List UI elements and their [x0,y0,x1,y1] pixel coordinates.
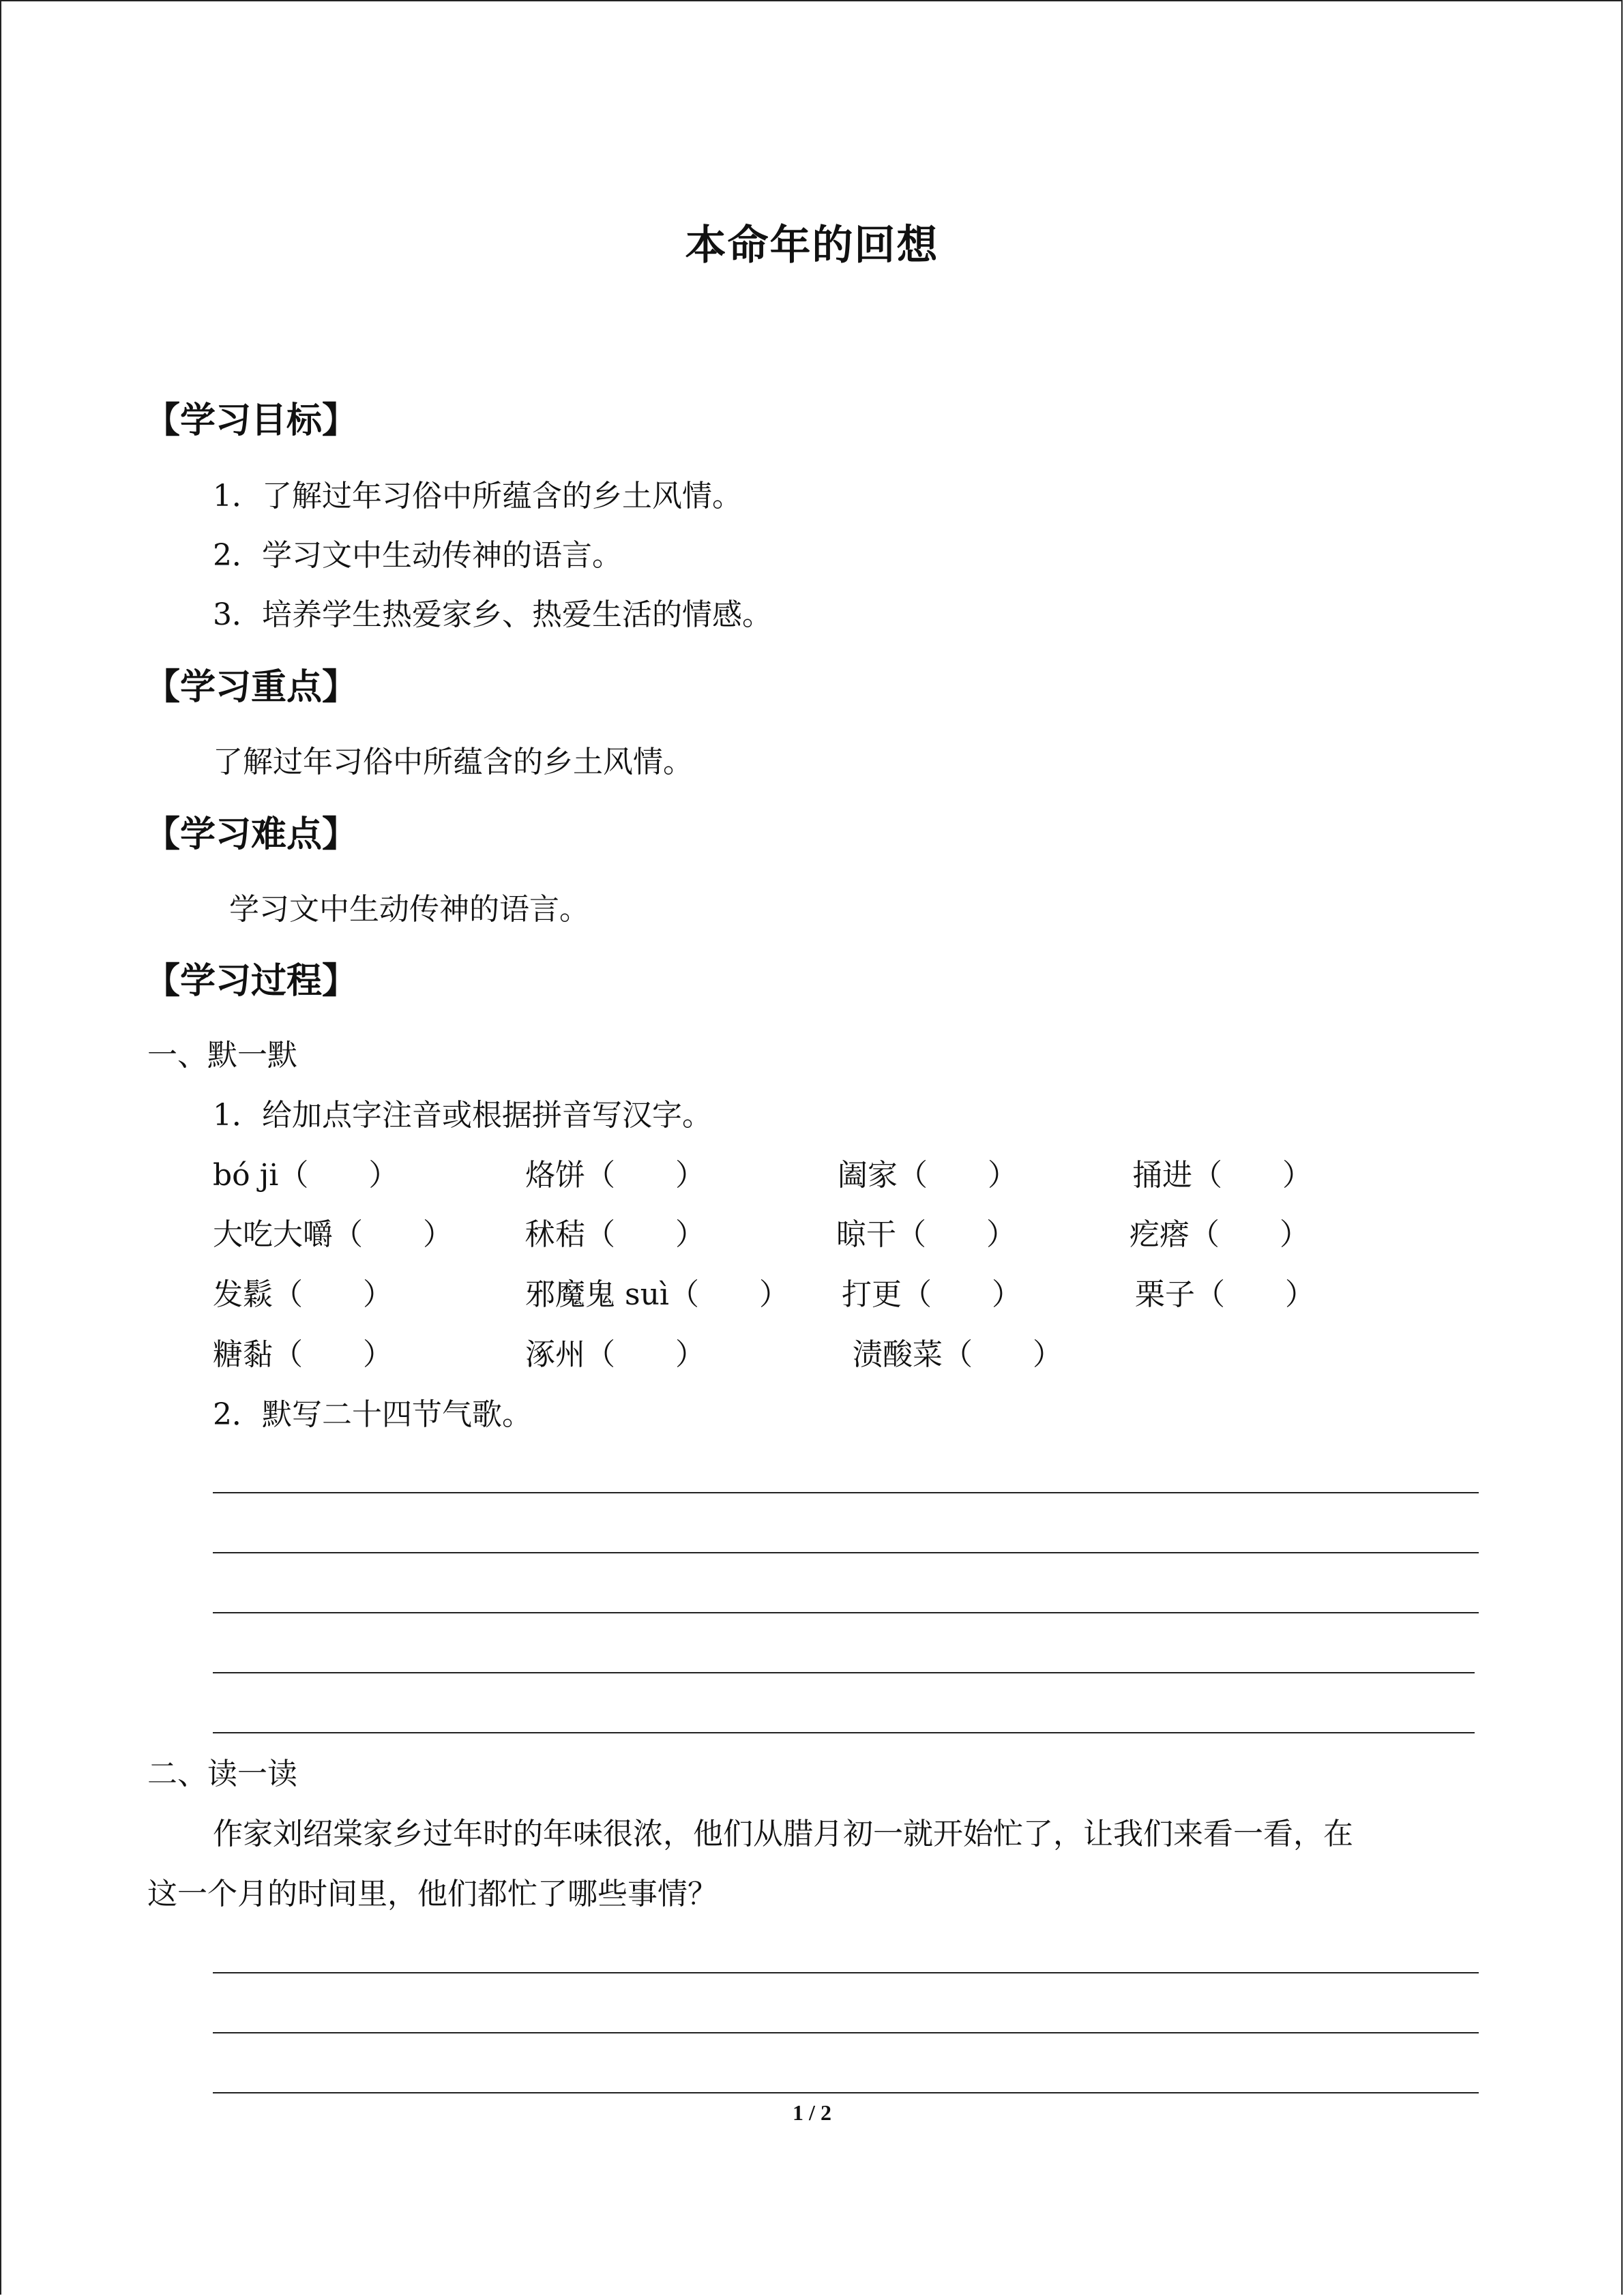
document-title: 本命年的回想 [685,222,939,269]
word-item: 阖家（ ） [838,1158,1018,1193]
word-item: 涿州（ ） [525,1337,705,1372]
heading-process: 【学习过程】 [145,961,358,1002]
part1-question-1: 1．给加点字注音或根据拼音写汉字。 [213,1098,712,1133]
part2-paragraph-line-2: 这一个月的时间里，他们都忙了哪些事情？ [147,1877,718,1911]
word-item: 秫秸（ ） [525,1217,705,1252]
answer-line [213,1612,1479,1613]
word-item: 疙瘩（ ） [1130,1217,1310,1252]
heading-key-points: 【学习重点】 [145,667,358,708]
part2-title: 二、读一读 [147,1757,297,1791]
word-item: 打更（ ） [842,1277,1022,1312]
answer-line [213,1492,1479,1493]
word-item: 晾干（ ） [836,1217,1016,1252]
heading-objectives: 【学习目标】 [145,400,358,441]
heading-difficulties: 【学习难点】 [145,814,358,855]
answer-line [213,1672,1475,1673]
part1-title: 一、默一默 [147,1038,297,1073]
part1-question-2: 2．默写二十四节气歌。 [213,1397,532,1432]
word-item: 栗子（ ） [1135,1277,1315,1312]
objective-item-2: 2．学习文中生动传神的语言。 [213,538,622,573]
objective-item-1: 1．了解过年习俗中所蕴含的乡土风情。 [213,479,742,513]
word-item: 大吃大嚼（ ） [213,1217,453,1252]
word-item: 糖黏（ ） [213,1337,393,1372]
word-item: 渍酸菜（ ） [853,1337,1063,1372]
answer-line [213,1732,1475,1733]
word-item: 烙饼（ ） [525,1158,705,1193]
key-points-text: 了解过年习俗中所蕴含的乡土风情。 [213,745,693,779]
page-number: 1 / 2 [793,2100,831,2125]
word-item: bó ji（ ） [213,1158,399,1193]
word-item: 邪魔鬼 suì（ ） [525,1277,789,1312]
answer-line [213,2092,1479,2093]
word-item: 捅进（ ） [1132,1158,1312,1193]
objective-item-3: 3．培养学生热爱家乡、热爱生活的情感。 [213,597,772,632]
answer-line [213,2032,1479,2033]
part2-paragraph-line-1: 作家刘绍棠家乡过年时的年味很浓，他们从腊月初一就开始忙了，让我们来看一看，在 [213,1817,1353,1851]
answer-line [213,1552,1479,1553]
difficulties-text: 学习文中生动传神的语言。 [229,892,589,927]
answer-line [213,1972,1479,1973]
word-item: 发鬏（ ） [213,1277,393,1312]
